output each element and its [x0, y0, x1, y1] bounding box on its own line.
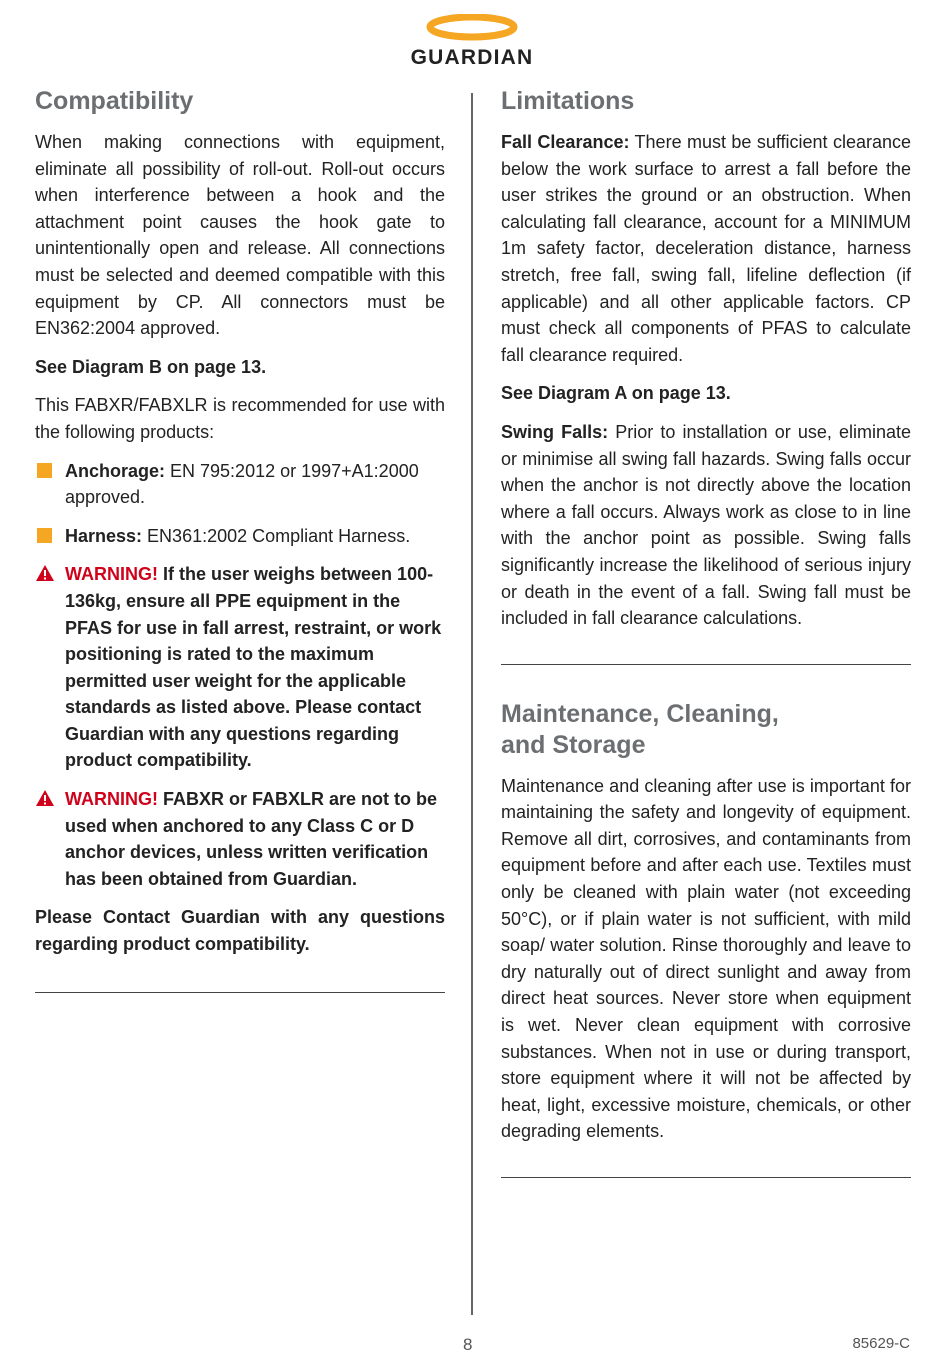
logo-ring-icon: [424, 14, 520, 44]
see-diagram-a: See Diagram A on page 13.: [501, 383, 731, 404]
warning-anchor-class: [35, 786, 445, 892]
document-code: 85629-C: [852, 1335, 910, 1352]
maintenance-heading: [501, 699, 911, 761]
contact-guardian: Please Contact Guardian with any questions regarding product compatibility.: [35, 907, 445, 955]
bullet-harness: [35, 523, 445, 550]
left-separator: [35, 992, 445, 993]
warning-label: WARNING!: [65, 564, 158, 585]
warning-text: If the user weighs between 100-136kg, ensure all PPE equipment in the PFAS for use in fall arrest, restraint, or work positioning is rated to the maximum permitted user weight for the applicable standards as listed above. Please contact Guardian with any questions regarding product compatibility.: [65, 564, 442, 771]
right-separator-2: [501, 1177, 911, 1178]
right-separator-1: [501, 664, 911, 665]
swing-falls-label: Swing Falls:: [501, 421, 609, 442]
compatibility-heading: Compatibility: [35, 87, 194, 115]
compatibility-section: [35, 86, 445, 993]
maintenance-heading-line2: and Storage: [501, 730, 646, 759]
warning-weight: [35, 561, 445, 774]
maintenance-paragraph: Maintenance and cleaning after use is important for maintaining the safety and longevity of equipment. Remove all dirt, corrosives, and contaminants from equipment before and after each use. Textiles must only be cleaned with plain water (not exceeding 50°C), or if plain water is not sufficient, with mild soap/ water solution. Rinse thoroughly and leave to dry naturally out of direct sunlight and away from direct heat sources. Never store when equipment is wet. Never clean equipment with corrosive substances. When not in use or during transport, store equipment where it will not be affected by heat, light, excessive moisture, chemicals, or other degrading elements.: [501, 775, 911, 1142]
warning-label: WARNING!: [65, 789, 158, 810]
bullet-label: Anchorage:: [65, 460, 166, 481]
square-bullet-icon: [37, 463, 52, 478]
fall-clearance-paragraph: [501, 129, 911, 368]
fall-clearance-text: There must be sufficient clearance below the work surface to arrest a fall before the user strikes the ground or an obstruction. When calculating fall clearance, account for a MINIMUM 1m safety factor, deceleration distance, harness stretch, free fall, swing fall, lifeline deflection (if applicable) and all other applicable factors. CP must check all components of PFAS to calculate fall clearance required.: [501, 132, 911, 365]
brand-name: GUARDIAN: [410, 46, 534, 69]
limitations-heading: Limitations: [501, 87, 635, 115]
square-bullet-icon: [37, 528, 52, 543]
warning-text: FABXR or FABXLR are not to be used when anchored to any Class C or D anchor devices, unless written verification has been obtained from Guardian.: [65, 789, 438, 889]
guardian-logo: [380, 14, 564, 69]
limitations-section: [501, 86, 911, 1178]
column-divider: [471, 93, 473, 1315]
bullet-anchorage: [35, 458, 445, 511]
recommended-paragraph: This FABXR/FABXLR is recommended for use with the following products:: [35, 395, 445, 442]
warning-triangle-icon: [35, 789, 55, 807]
bullet-label: Harness:: [65, 525, 143, 546]
warning-triangle-icon: [35, 564, 55, 582]
bullet-text: EN 795:2012 or 1997+A1:2000 approved.: [65, 460, 419, 508]
maintenance-heading-line1: Maintenance, Cleaning,: [501, 699, 779, 728]
swing-falls-paragraph: [501, 419, 911, 632]
fall-clearance-label: Fall Clearance:: [501, 132, 630, 152]
bullet-text: EN361:2002 Compliant Harness.: [142, 525, 411, 546]
see-diagram-b: See Diagram B on page 13.: [35, 356, 267, 377]
swing-falls-text: Prior to installation or use, eliminate or minimise all swing fall hazards. Swing falls occur when the anchor is not directly above the location where a fall occurs. Always work as close to in line with the anchor point as possible. Swing falls significantly increase the likelihood of serious injury or death in the event of a fall. Swing fall must be included in fall clearance calculations.: [501, 421, 911, 629]
compatibility-paragraph: When making connections with equipment, eliminate all possibility of roll-out. Roll-out occurs when interference between a hook and the attachment point causes the hook gate to unintentionally open and release. All connections must be selected and deemed compatible with this equipment by CP. All connectors must be EN362:2004 approved.: [35, 132, 445, 339]
page-number: 8: [463, 1335, 473, 1354]
